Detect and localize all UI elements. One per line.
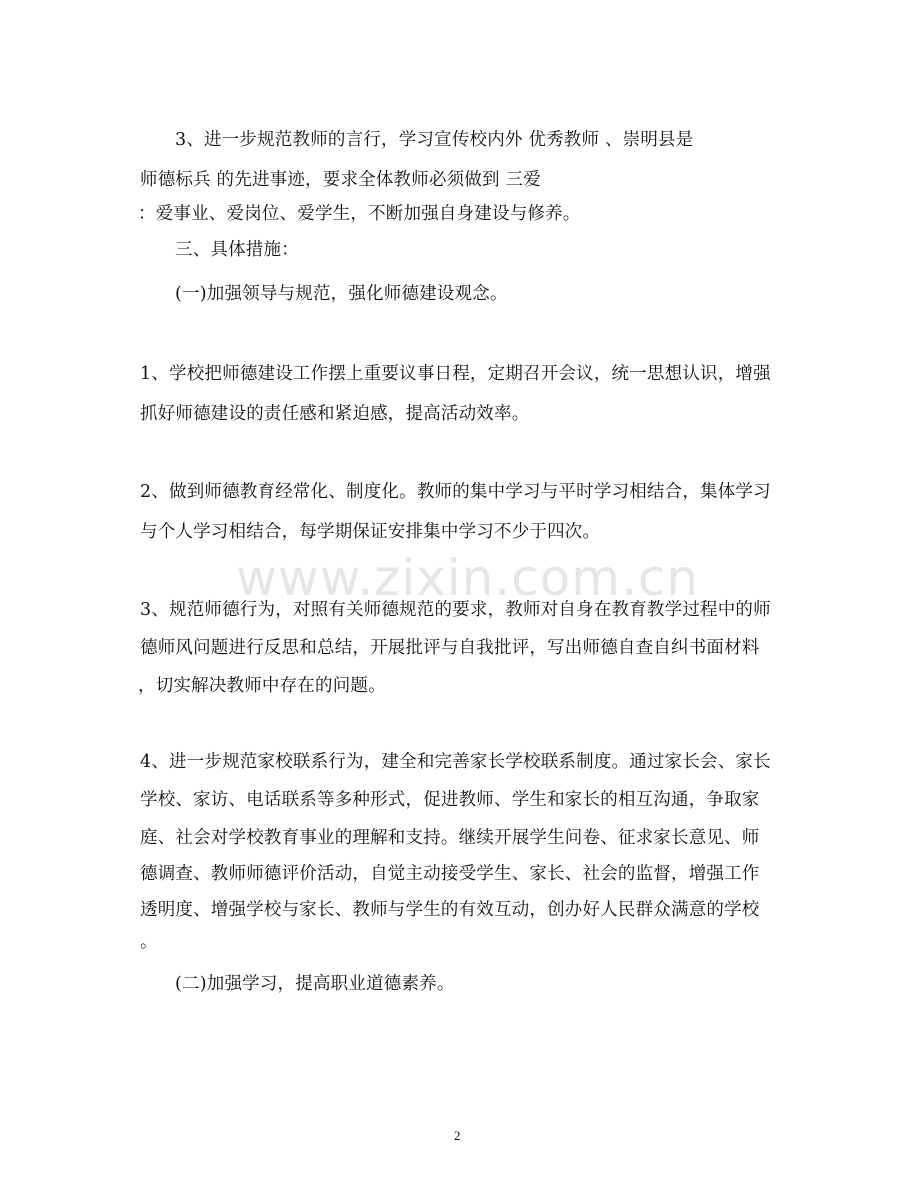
body-line: 1、学校把师德建设工作摆上重要议事日程，定期召开会议，统一思想认识，增强 <box>140 364 771 384</box>
subsection-heading: (一)加强领导与规范，强化师德建设观念。 <box>175 284 508 304</box>
body-line: 抓好师德建设的责任感和紧迫感，提高活动效率。 <box>140 404 530 424</box>
body-line: 2、做到师德教育经常化、制度化。教师的集中学习与平时学习相结合，集体学习 <box>140 482 771 502</box>
body-line: 与个人学习相结合，每学期保证安排集中学习不少于四次。 <box>140 522 601 542</box>
body-line: 学校、家访、电话联系等多种形式，促进教师、学生和家长的相互沟通，争取家 <box>140 790 760 810</box>
body-line: 4、进一步规范家校联系行为，建全和完善家长学校联系制度。通过家长会、家长 <box>140 752 771 772</box>
body-line: 3、进一步规范教师的言行，学习宣传校内外 优秀教师 、崇明县是 <box>175 130 694 150</box>
page-number: 2 <box>454 1128 461 1143</box>
body-line: 3、规范师德行为，对照有关师德规范的要求，教师对自身在教育教学过程中的师 <box>140 600 771 620</box>
body-line: ：爱事业、爱岗位、爱学生，不断加强自身建设与修养。 <box>138 204 581 224</box>
body-line: 德调查、教师师德评价活动，自觉主动接受学生、家长、社会的监督，增强工作 <box>140 864 760 884</box>
subsection-heading: (二)加强学习，提高职业道德素养。 <box>175 974 455 994</box>
body-line: 透明度、增强学校与家长、教师与学生的有效互动，创办好人民群众满意的学校 <box>140 900 760 920</box>
body-line: 庭、社会对学校教育事业的理解和支持。继续开展学生问卷、征求家长意见、师 <box>140 828 760 848</box>
body-line: 。 <box>140 932 158 952</box>
body-line: 师德标兵 的先进事迹，要求全体教师必须做到 三爱 <box>140 170 541 190</box>
body-line: 德师风问题进行反思和总结，开展批评与自我批评，写出师德自查自纠书面材料 <box>140 638 760 658</box>
watermark: www.zixin.com.cn <box>236 549 700 607</box>
section-heading: 三、具体措施： <box>175 240 299 260</box>
body-line: ，切实解决教师中存在的问题。 <box>138 676 386 696</box>
